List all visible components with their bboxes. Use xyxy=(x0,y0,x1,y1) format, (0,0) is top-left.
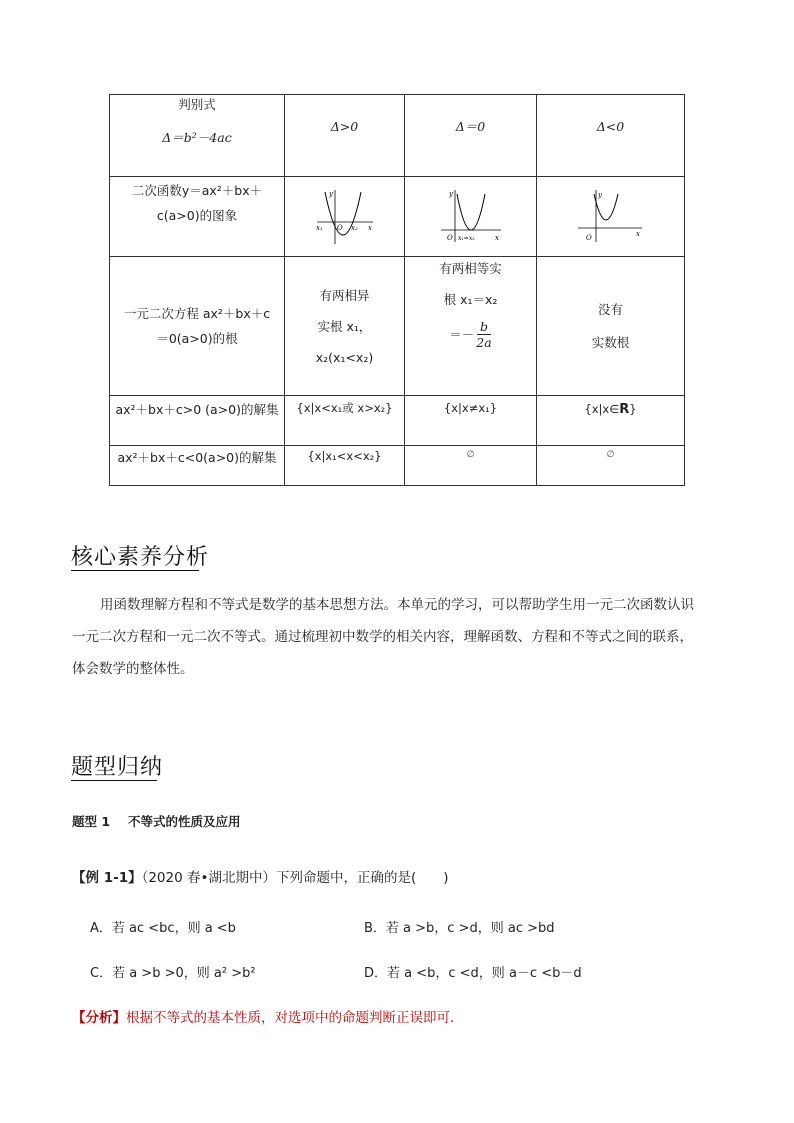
cell-graph-no-root xyxy=(537,177,685,257)
table-row-lt xyxy=(110,446,685,486)
option-d: D．若 a <b，c <d，则 a－c <b－d xyxy=(364,966,582,981)
summary-table xyxy=(109,94,685,486)
discriminant-title: 判别式 xyxy=(178,97,216,112)
example-tag: 【例 1-1】 xyxy=(72,870,142,886)
cell-header-negative xyxy=(537,95,685,177)
roots-none-line2: 实数根 xyxy=(591,335,630,350)
option-c: C．若 a >b >0，则 a² >b² xyxy=(90,966,256,981)
table-row-header xyxy=(110,95,685,177)
roots-distinct-line2: 实根 x₁， xyxy=(317,318,372,334)
gt-none-R: R xyxy=(619,402,630,417)
lt-none-empty-set: ∅ xyxy=(606,450,615,460)
option-b: B．若 a >b，c >d，则 ac >bd xyxy=(364,921,555,936)
fraction xyxy=(476,319,491,350)
header-delta-zero: Δ＝0 xyxy=(455,119,486,134)
core-paragraph-line2: 一元二次方程和一元二次不等式。通过梳理初中数学的相关内容，理解函数、方程和不等式之间的联系， xyxy=(72,629,693,645)
gt-equal-solution: {x|x≠x₁} xyxy=(443,401,498,415)
cell-lt-distinct xyxy=(285,446,405,486)
graph2-y-label: y xyxy=(448,189,453,198)
roots-distinct-line3: x₂(x₁<x₂) xyxy=(315,349,374,365)
cell-lt-label xyxy=(110,446,285,486)
cell-gt-label xyxy=(110,396,285,446)
heading-underline-1 xyxy=(71,570,199,571)
topic-title: 不等式的性质及应用 xyxy=(128,814,241,829)
discriminant-formula: Δ＝b²－4ac xyxy=(162,130,232,145)
graph2-x-label: x xyxy=(494,233,499,242)
cell-gt-distinct xyxy=(285,396,405,446)
cell-header-positive xyxy=(285,95,405,177)
header-delta-positive: Δ>0 xyxy=(330,119,359,134)
fraction-prefix: ＝－ xyxy=(449,327,475,342)
fraction-denominator: 2a xyxy=(476,335,492,350)
lt-equal-empty-set: ∅ xyxy=(466,450,475,460)
table-row-gt xyxy=(110,396,685,446)
cell-roots-label xyxy=(110,257,285,396)
roots-label-line2: ＝0(a>0)的根 xyxy=(156,331,238,346)
parabola-no-root-graph xyxy=(576,188,646,246)
core-paragraph-line1: 用函数理解方程和不等式是数学的基本思想方法。本单元的学习，可以帮助学生用一元二次函数认识 xyxy=(100,597,694,613)
heading-core-literacy: 核心素养分析 xyxy=(71,545,210,570)
graph1-origin-label: O xyxy=(336,223,343,232)
analysis-tag: 【分析】 xyxy=(72,1010,126,1026)
roots-label-line1: 一元二次方程 ax²＋bx＋c xyxy=(123,306,271,321)
graph-label-line1: 二次函数y＝ax²＋bx＋ xyxy=(131,183,263,198)
table-row-roots xyxy=(110,257,685,396)
lt-distinct-solution: {x|x₁<x<x₂} xyxy=(307,449,382,463)
gt-label: ax²＋bx＋c>0 (a>0)的解集 xyxy=(115,402,279,417)
gt-none-suffix: } xyxy=(629,402,637,416)
topic-label: 题型 1 xyxy=(72,814,111,829)
example-header xyxy=(72,866,449,886)
gt-distinct-solution: {x|x<x₁或 x>x₂} xyxy=(296,401,393,415)
graph3-x-label: x xyxy=(635,229,640,238)
graph1-x1-label: x₁ xyxy=(315,223,323,232)
cell-graph-two-roots xyxy=(285,177,405,257)
heading-question-types: 题型归纳 xyxy=(71,755,164,780)
roots-distinct-line1: 有两相异 xyxy=(319,287,370,303)
cell-graph-one-root xyxy=(405,177,537,257)
cell-roots-distinct xyxy=(285,257,405,396)
graph3-y-label: y xyxy=(597,190,602,199)
cell-header-zero xyxy=(405,95,537,177)
cell-lt-equal xyxy=(405,446,537,486)
heading-underline-2 xyxy=(71,780,157,781)
gt-none-prefix: {x|x∈ xyxy=(584,402,620,416)
parabola-two-roots-graph xyxy=(315,188,375,246)
roots-equal-line2: 根 x₁＝x₂ xyxy=(443,292,498,307)
fraction-numerator: b xyxy=(477,319,491,335)
header-delta-negative: Δ<0 xyxy=(596,119,625,134)
option-a: A．若 ac <bc，则 a <b xyxy=(90,921,236,936)
graph-label-line2: c(a>0)的图象 xyxy=(156,208,238,223)
graph1-x-label: x xyxy=(367,223,372,232)
graph1-x2-label: x₂ xyxy=(350,223,358,232)
graph3-origin-label: O xyxy=(585,233,592,242)
table-row-graph xyxy=(110,177,685,257)
cell-discriminant-label xyxy=(110,95,285,177)
graph2-origin-label: O xyxy=(446,233,453,242)
roots-equal-fraction xyxy=(407,319,534,350)
cell-lt-none xyxy=(537,446,685,486)
roots-none-line1: 没有 xyxy=(597,302,623,317)
cell-roots-none xyxy=(537,257,685,396)
cell-roots-equal xyxy=(405,257,537,396)
parabola-one-root-graph xyxy=(439,188,503,246)
cell-gt-equal xyxy=(405,396,537,446)
cell-gt-none xyxy=(537,396,685,446)
graph1-y-label: y xyxy=(328,189,333,198)
roots-equal-line1: 有两相等实 xyxy=(439,261,502,276)
analysis xyxy=(72,1006,464,1026)
lt-label: ax²＋bx＋c<0(a>0)的解集 xyxy=(117,450,277,465)
cell-graph-label xyxy=(110,177,285,257)
analysis-text: 根据不等式的基本性质，对选项中的命题判断正误即可． xyxy=(126,1010,464,1026)
graph2-x12-label: x₁=x₂ xyxy=(457,234,475,242)
example-stem: （2020 春•湖北期中）下列命题中，正确的是( ) xyxy=(141,870,449,886)
core-paragraph-line3: 体会数学的整体性。 xyxy=(72,661,194,677)
